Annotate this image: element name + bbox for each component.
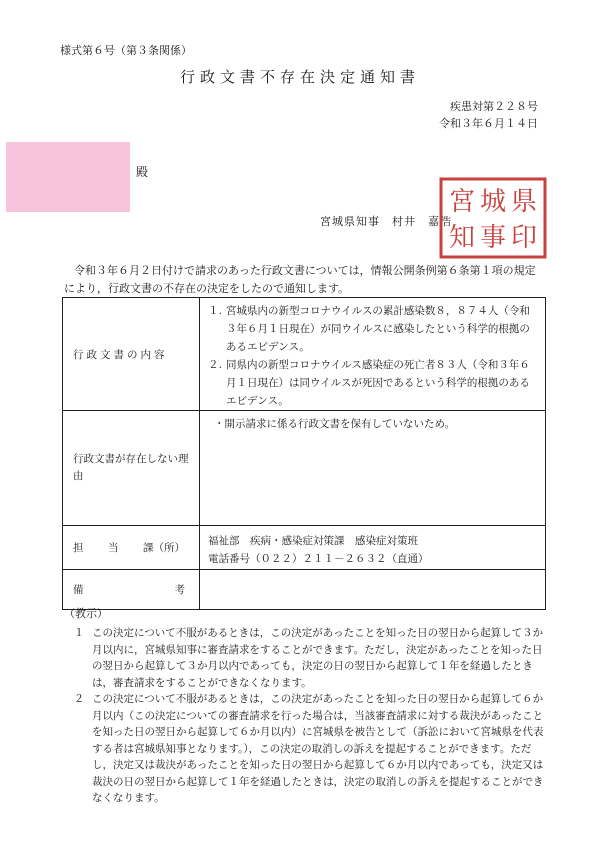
notes-list xyxy=(66,625,550,807)
redacted-addressee-block xyxy=(6,142,130,212)
remarks-label xyxy=(63,570,200,610)
seal-char-1: 宮 xyxy=(448,187,476,217)
remarks-label-part: 備 xyxy=(73,584,84,596)
department-name: 福祉部 疾病・感染症対策課 感染症対策班 xyxy=(208,535,418,547)
department-label-part: 当 xyxy=(108,542,119,554)
content-item-number: ２. xyxy=(208,359,222,371)
official-seal xyxy=(438,176,548,260)
document-date: 令和３年６月１４日 xyxy=(439,117,538,130)
department-label xyxy=(63,526,200,570)
note-text: この決定について不服があるときは，この決定があったことを知った日の翌日から起算して３か月以内に，宮城県知事に審査請求をすることができます。ただし，決定があったことを知った日の翌日から起算して３か月以内であっても，決定の日の翌日から起算して１年を経過したときは，審査請求をすることができなくなります。 xyxy=(92,627,544,689)
note-text: この決定について不服があるときは，この決定があったことを知った日の翌日から起算して６か月以内（この決定についての審査請求を行った場合は，当該審査請求に対する裁決があったことを知った日の翌日から起算して６か月以内）に宮城県を被告として（訴訟において宮城県を代表する者は宮城県知事となります。），この決定の取消しの訴えを提起することができます。ただし，決定又は裁決があったことを知った日の翌日から起算して６か月以内であっても，決定又は裁決の日の翌日から起算して１年を経過したときは，決定の取消しの訴えを提起することができなくなります。 xyxy=(92,693,544,804)
table-row-content xyxy=(63,298,546,411)
content-item-number: １. xyxy=(208,305,222,317)
table-row-remarks xyxy=(63,570,546,610)
content-cell xyxy=(200,298,546,411)
seal-char-6: 印 xyxy=(510,223,538,253)
table-row-department xyxy=(63,526,546,570)
content-item-text: 宮城県内の新型コロナウイルスの累計感染数８，８７４人（令和３年６月１日現在）が同ウイルスに感染したという科学的根拠のあるエビデンス。 xyxy=(226,305,530,353)
content-label: 行政文書の内容 xyxy=(63,298,200,411)
intro-paragraph: 令和３年６月２日付けで請求のあった行政文書については，情報公開条例第６条第１項の規定により，行政文書の不存在の決定をしたので通知します。 xyxy=(64,264,536,295)
note-item xyxy=(66,625,550,691)
document-number: 疾患対第２２８号 xyxy=(450,100,538,113)
remarks-label-part: 考 xyxy=(174,584,185,596)
note-item xyxy=(66,691,550,807)
content-item xyxy=(200,302,545,356)
issuer-name: 宮城県知事 村井 嘉浩 xyxy=(320,215,452,228)
note-number: ２ xyxy=(73,693,85,705)
document-title: 行政文書不存在決定通知書 xyxy=(179,68,420,86)
content-item-text: 同県内の新型コロナウイルス感染症の死亡者８３人（令和３年６月１日現在）は同ウイルスが死因であるという科学的根拠のあるエビデンス。 xyxy=(226,359,530,407)
form-number: 様式第６号（第３条関係） xyxy=(60,44,192,57)
seal-char-4: 知 xyxy=(448,223,476,253)
department-cell xyxy=(200,526,546,570)
note-number: １ xyxy=(73,627,85,639)
remarks-cell xyxy=(200,570,546,610)
content-item xyxy=(200,356,545,410)
department-label-part: 担 xyxy=(73,542,84,554)
reason-cell xyxy=(200,411,546,526)
reason-label: 行政文書が存在しない理由 xyxy=(63,411,200,526)
seal-char-2: 城 xyxy=(479,187,507,217)
decision-table xyxy=(62,297,546,610)
addressee-honorific: 殿 xyxy=(136,165,149,179)
notes-heading: （教示） xyxy=(64,607,108,620)
reason-text: ・開示請求に係る行政文書を保有していないため。 xyxy=(214,418,456,430)
department-label-part: 課（所） xyxy=(143,542,185,554)
table-row-reason xyxy=(63,411,546,526)
seal-char-3: 県 xyxy=(510,187,538,217)
department-phone: 電話番号（０２２）２１１－２６３２（直通） xyxy=(208,553,429,565)
seal-char-5: 事 xyxy=(479,223,507,253)
